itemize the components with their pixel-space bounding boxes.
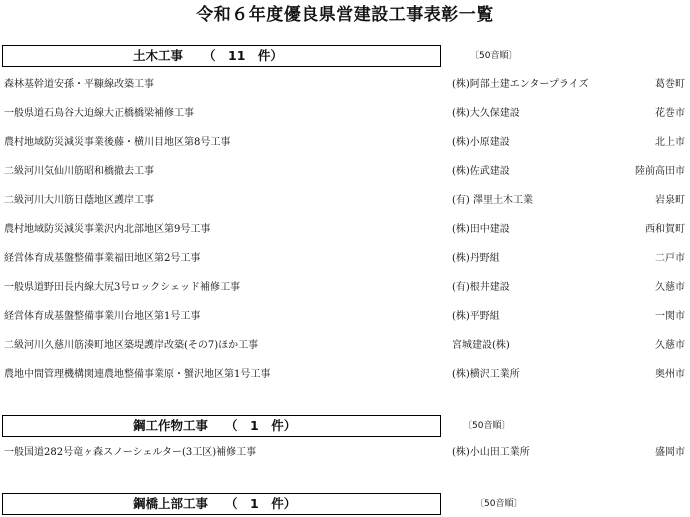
city-name: 盛岡市: [655, 447, 685, 458]
table-row: [0, 192, 690, 210]
section-header-steel-bridge: [0, 493, 690, 517]
section-header-steel-structure: [0, 415, 690, 439]
city-name: 北上市: [655, 137, 685, 148]
company-name: (株)平野組: [452, 311, 500, 322]
city-name: 奥州市: [655, 369, 685, 380]
table-row: [0, 279, 690, 297]
company-name: (株)丹野組: [452, 253, 500, 264]
sort-note: 〔50音順〕: [475, 499, 523, 509]
category-box: [2, 415, 441, 437]
city-name: 久慈市: [655, 282, 685, 293]
work-name: 経営体育成基盤整備事業福田地区第2号工事: [4, 253, 201, 264]
city-name: 花巻市: [655, 108, 685, 119]
table-row: [0, 337, 690, 355]
city-name: 久慈市: [655, 340, 685, 351]
city-name: 葛巻町: [655, 79, 685, 90]
sort-note: 〔50音順〕: [463, 421, 511, 431]
company-name: 宮城建設(株): [452, 340, 510, 351]
work-name: 二級河川久慈川筋湊町地区築堤護岸改築(その7)ほか工事: [4, 340, 259, 351]
category-count: （ 11 件）: [203, 48, 283, 63]
work-name: 森林基幹道安孫・平糠線改築工事: [4, 79, 154, 90]
table-row: [0, 105, 690, 123]
work-name: 農村地域防災減災事業沢内北部地区第9号工事: [4, 224, 211, 235]
table-row: [0, 250, 690, 268]
category-count: （ 1 件）: [225, 496, 297, 511]
work-name: 二級河川気仙川筋昭和橋撤去工事: [4, 166, 154, 177]
table-row: [0, 134, 690, 152]
company-name: (株)佐武建設: [452, 166, 510, 177]
work-name: 農村地域防災減災事業後藤・横川目地区第8号工事: [4, 137, 231, 148]
company-name: (株)小山田工業所: [452, 447, 530, 458]
table-row: [0, 221, 690, 239]
section-header-civil: [0, 45, 690, 69]
category-name: 土木工事: [133, 48, 184, 63]
company-name: (株)小原建設: [452, 137, 510, 148]
city-name: 西和賀町: [645, 224, 685, 235]
category-box: [2, 45, 441, 67]
company-name: (株)田中建設: [452, 224, 510, 235]
category-box: [2, 493, 441, 515]
city-name: 岩泉町: [655, 195, 685, 206]
table-row: [0, 76, 690, 94]
sort-note: 〔50音順〕: [470, 51, 518, 61]
table-row: [0, 366, 690, 384]
table-row: [0, 308, 690, 326]
work-name: 二級河川大川筋日蔭地区護岸工事: [4, 195, 154, 206]
table-row: [0, 163, 690, 181]
table-row: [0, 444, 690, 462]
page-title: 令和６年度優良県営建設工事表彰一覧: [196, 5, 494, 25]
city-name: 二戸市: [655, 253, 685, 264]
city-name: 一関市: [655, 311, 685, 322]
work-name: 一般国道282号竜ヶ森スノーシェルター(3工区)補修工事: [4, 447, 257, 458]
work-name: 経営体育成基盤整備事業川台地区第1号工事: [4, 311, 201, 322]
category-count: （ 1 件）: [225, 418, 297, 433]
company-name: (株)阿部土建エンタープライズ: [452, 79, 589, 90]
category-name: 鋼工作物工事: [133, 418, 209, 433]
work-name: 一般県道石鳥谷大迫線大正橋橋梁補修工事: [4, 108, 194, 119]
company-name: (有)根井建設: [452, 282, 510, 293]
company-name: (株)大久保建設: [452, 108, 520, 119]
city-name: 陸前高田市: [635, 166, 685, 177]
work-name: 一般県道野田長内線大尻3号ロックシェッド補修工事: [4, 282, 240, 293]
company-name: (株)横沢工業所: [452, 369, 520, 380]
category-name: 鋼橋上部工事: [133, 496, 209, 511]
company-name: (有) 澤里土木工業: [452, 195, 533, 206]
work-name: 農地中間管理機構関連農地整備事業原・蟹沢地区第1号工事: [4, 369, 271, 380]
